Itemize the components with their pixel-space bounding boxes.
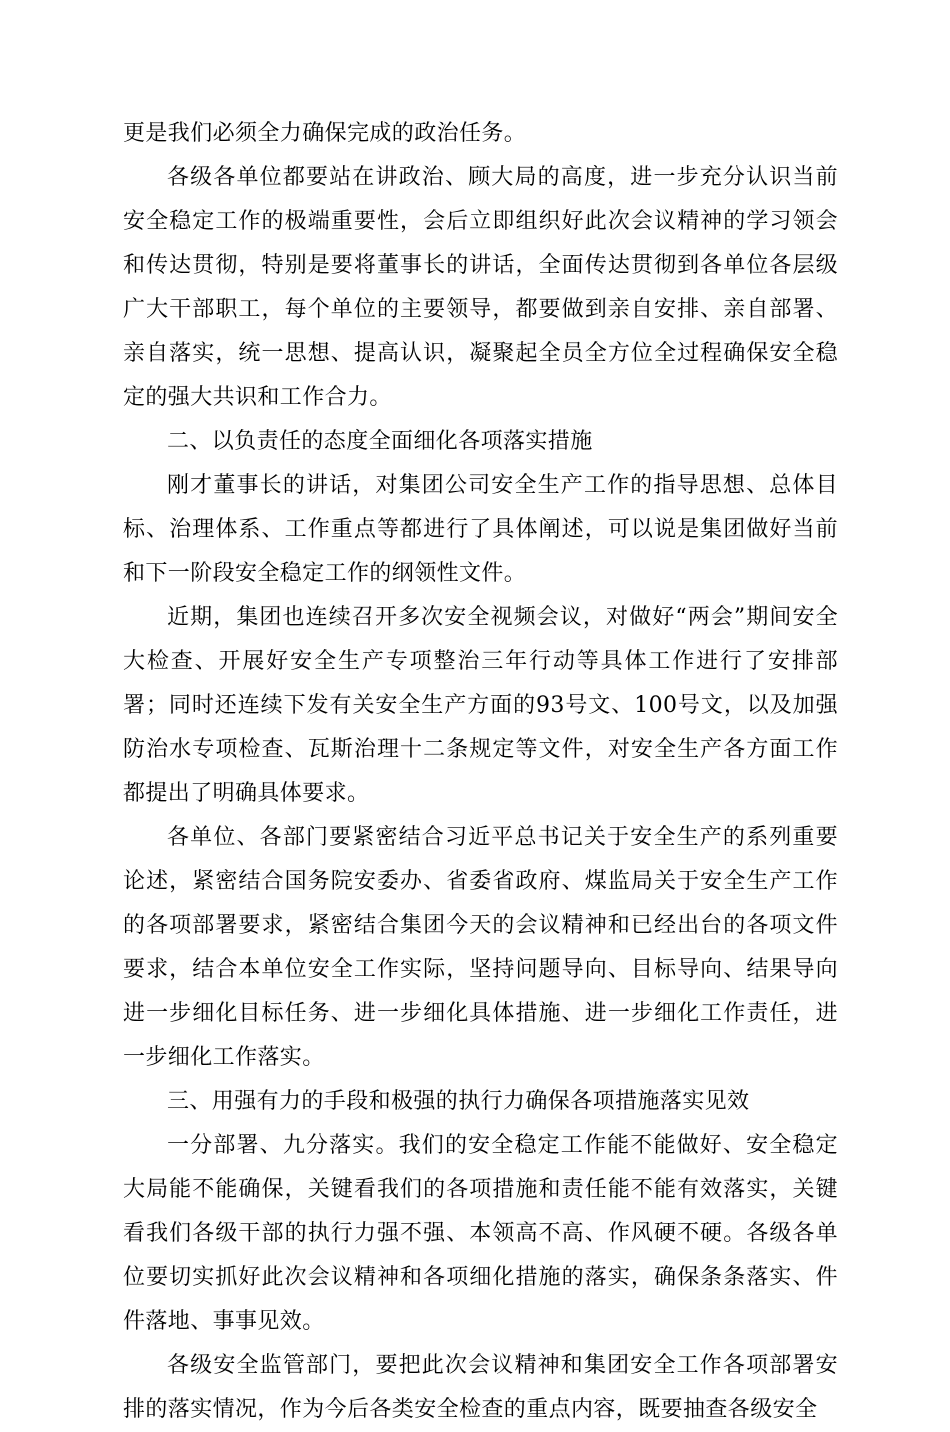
paragraph-continuation: 更是我们必须全力确保完成的政治任务。 (123, 121, 527, 146)
paragraph-chairman-speech: 刚才董事长的讲话，对集团公司安全生产工作的指导思想、总体目标、治理体系、工作重点等都进行了具体阐述，可以说是集团做好当前和下一阶段安全稳定工作的纲领性文件。 (123, 473, 838, 586)
paragraph-implementation: 一分部署、九分落实。我们的安全稳定工作能不能做好、安全稳定大局能不能确保，关键看我们的各项措施和责任能不能有效落实，关键看我们各级干部的执行力强不强、本领高不高、作风硬不硬。各级各单位要切实抓好此次会议精神和各项细化措施的落实，确保条条落实、件件落地、事事见效。 (123, 1133, 838, 1334)
document-body (123, 112, 838, 1432)
paragraph-awareness: 各级各单位都要站在讲政治、顾大局的高度，进一步充分认识当前安全稳定工作的极端重要性，会后立即组织好此次会议精神的学习领会和传达贯彻，特别是要将董事长的讲话，全面传达贯彻到各单位各层级广大干部职工，每个单位的主要领导，都要做到亲自安排、亲自部署、亲自落实，统一思想、提高认识，凝聚起全员全方位全过程确保安全稳定的强大共识和工作合力。 (123, 165, 838, 410)
paragraph-supervision: 各级安全监管部门，要把此次会议精神和集团安全工作各项部署安排的落实情况，作为今后各类安全检查的重点内容，既要抽查各级安全 (123, 1353, 838, 1422)
paragraph-department-requirements: 各单位、各部门要紧密结合习近平总书记关于安全生产的系列重要论述，紧密结合国务院安委办、省委省政府、煤监局关于安全生产工作的各项部署要求，紧密结合集团今天的会议精神和已经出台的各项文件要求，结合本单位安全工作实际，坚持问题导向、目标导向、结果导向进一步细化目标任务、进一步细化具体措施、进一步细化工作责任，进一步细化工作落实。 (123, 825, 838, 1070)
section-heading-2: 二、以负责任的态度全面细化各项落实措施 (167, 429, 593, 454)
paragraph-recent-meetings: 近期，集团也连续召开多次安全视频会议，对做好“两会”期间安全大检查、开展好安全生产专项整治三年行动等具体工作进行了安排部署；同时还连续下发有关安全生产方面的93号文、100号文，以及加强防治水专项检查、瓦斯治理十二条规定等文件，对安全生产各方面工作都提出了明确具体要求。 (123, 605, 838, 806)
section-heading-3: 三、用强有力的手段和极强的执行力确保各项措施落实见效 (167, 1089, 750, 1114)
